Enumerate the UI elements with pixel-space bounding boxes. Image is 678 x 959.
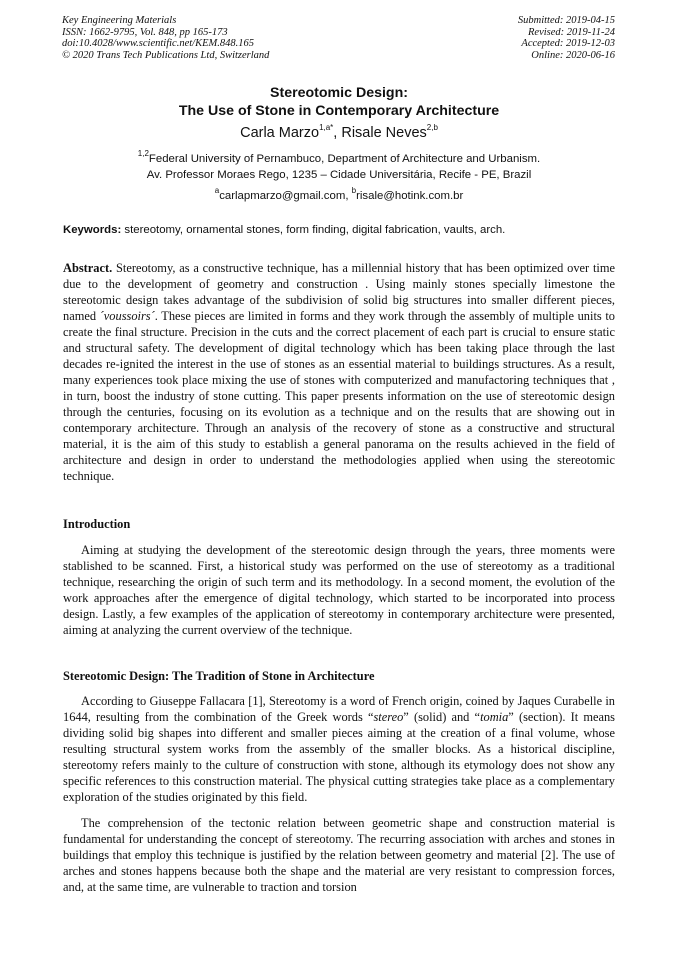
p1-text-b: ” (solid) and “ (403, 710, 481, 724)
tradition-paragraph-1 (63, 693, 615, 805)
author-2: Risale Neves (341, 125, 427, 141)
abstract (63, 260, 615, 484)
p1-text-a: According to Giuseppe Fallacara [1], Stereotomy is a word of French origin, coined by Jaques Curabelle in 1644, resulting from the combination of the Greek words “ (63, 694, 615, 724)
introduction-heading: Introduction (63, 517, 131, 531)
affiliation-institution: Federal University of Pernambuco, Department of Architecture and Urbanism. (148, 153, 541, 165)
keywords (63, 223, 615, 238)
journal-name: Key Engineering Materials (62, 15, 177, 26)
author-emails (0, 186, 678, 204)
p1-stereo: stereo (373, 710, 404, 724)
journal-copyright: © 2020 Trans Tech Publications Ltd, Switzerland (62, 49, 270, 61)
title-line-2: The Use of Stone in Contemporary Architecture (178, 103, 500, 119)
abstract-text-2: . These pieces are limited in forms and they work through the assembly of multiple units to create the final structure. Precision in the cuts and the correct placement of each part is crucial to ensure static and structural safety. The development of digital technology which has been taking place through the last decades re-ignited the interest in the use of stones as an essential material to buildings structures. As a result, many experiences took place mixing the use of stones with computerized and manufactoring techniques that , in turn, boost the industry of stone cutting. This paper presents information on the use of stereotomic design through the centuries, focusing on its evolution as a technique and on the results that are showing out in contemporary architecture. Through an analysis of the recovery of stone as a constructive and structural material, it is the aim of this study to establish a general panorama on the results achieved in the field of architecture and design in order to understand the methodologies applied when using the stereotomic technique. (63, 309, 615, 483)
date-submitted: Submitted: 2019-04-15 (517, 15, 615, 26)
paper-title (0, 84, 678, 120)
author-1-affiliation-mark: 1,a* (319, 123, 334, 133)
affiliation-line-2: Av. Professor Moraes Rego, 1235 – Cidade Universitária, Recife - PE, Brazil (146, 169, 532, 181)
publication-dates (518, 15, 615, 61)
affiliation-mark: 1,2 (137, 149, 149, 159)
abstract-voussoirs: ´voussoirs´ (99, 309, 155, 323)
email-b: risale@hotink.com.br (356, 190, 464, 202)
email-a: carlapmarzo@gmail.com, (219, 190, 352, 202)
tradition-paragraph-2: The comprehension of the tectonic relation between geometric shape and construction material is fundamental for understanding the concept of stereotomy. The recurring association with arches and stones in buildings that employ this technique is justified by the relation between geometry and material [2]. The use of arches and stones happens because both the shape and the material are very resistant to compression forces, and, at the same time, are vulnerable to traction and torsion (63, 816, 615, 894)
author-2-affiliation-mark: 2,b (426, 123, 438, 133)
date-accepted: Accepted: 2019-12-03 (521, 38, 615, 49)
tradition-heading: Stereotomic Design: The Tradition of Stone in Architecture (63, 669, 375, 683)
affiliation (0, 151, 678, 183)
journal-info (62, 15, 269, 61)
p1-tomia: tomia (480, 710, 509, 724)
date-revised: Revised: 2019-11-24 (528, 26, 615, 38)
date-online: Online: 2020-06-16 (531, 49, 615, 61)
abstract-text-1: Stereotomy, as a constructive technique, has a millennial history that has been optimized over time due to the development of geometry and construction . Using mainly stones specially limestone the stereotomic design takes advantage of the subdivision of solid big structures into smaller different pieces, named (63, 261, 615, 323)
affiliation-line-1 (0, 151, 678, 167)
journal-doi: doi:10.4028/www.scientific.net/KEM.848.165 (62, 38, 254, 49)
abstract-label: Abstract. (63, 261, 113, 275)
title-line-1: Stereotomic Design: (270, 85, 408, 101)
email-b-mark: b (351, 186, 357, 196)
journal-issn: ISSN: 1662-9795, Vol. 848, pp 165-173 (62, 26, 228, 38)
introduction-paragraph: Aiming at studying the development of the stereotomic design through the years, three moments were stablished to be scanned. First, a historical study was performed on the use of stereotomy as a traditional technique, researching the origin of such term and its methodology. In a second moment, the evolution of the work approaches after the emergence of digital technology, which started to be incorporated into process design. Lastly, a few examples of the application of stereotomy in contemporary architecture were presented, aiming at analyzing the current overview of the technique. (63, 543, 615, 637)
author-list (0, 124, 678, 142)
p1-text-c: ” (section). It means dividing solid big shapes into different and smaller pieces aiming at the creation of a final volume, whose resulting structural system works from the assembly of the smaller blocks. As a historical discipline, stereotomy refers mainly to the culture of construction with stone, although its etymology does not show any specific references to this construction material. The physical cutting strategies take place as a complementary exploration of the studies originated by this field. (63, 710, 615, 804)
email-a-mark: a (214, 186, 220, 196)
author-separator: , (333, 125, 342, 141)
keywords-label: Keywords: (63, 224, 122, 236)
keywords-text: stereotomy, ornamental stones, form finding, digital fabrication, vaults, arch. (121, 224, 506, 236)
author-1: Carla Marzo (240, 125, 320, 141)
